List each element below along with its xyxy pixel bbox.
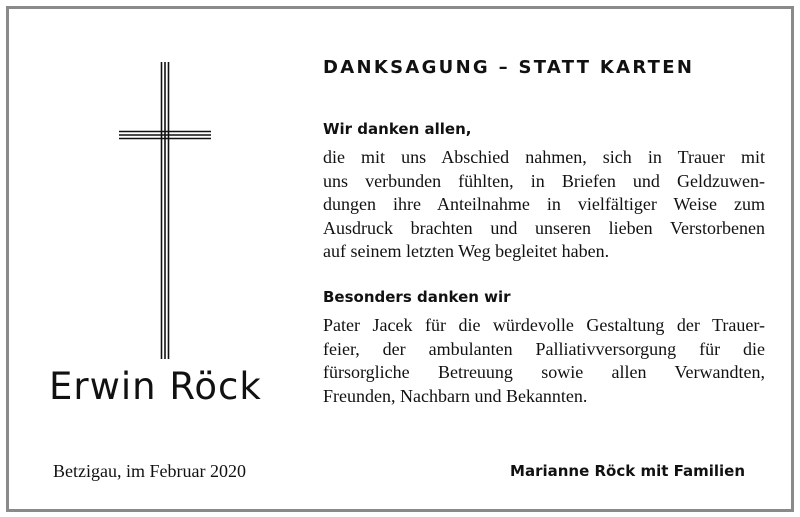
notice-heading: DANKSAGUNG – STATT KARTEN xyxy=(323,57,695,78)
text-line: uns verbunden fühlten, in Briefen und Geldzuwen- xyxy=(323,170,765,191)
text-line: feier, der ambulanten Palliativversorgung für die xyxy=(323,338,765,359)
text-line: auf seinem letzten Weg begleitet haben. xyxy=(323,241,610,261)
text-line: Freunden, Nachbarn und Bekannten. xyxy=(323,385,588,406)
signature: Marianne Röck mit Familien xyxy=(510,462,745,480)
text-line: dungen ihre Anteilnahme in vielfältiger Weise zum xyxy=(323,194,765,214)
text-line: Pater Jacek für die würdevolle Gestaltung der Trauer- xyxy=(323,315,765,335)
text-line: die mit uns Abschied nahmen, sich in Trauer mit xyxy=(323,147,765,167)
section1-text xyxy=(323,146,765,264)
obituary-card xyxy=(6,6,794,512)
text-line: Ausdruck brachten und unseren lieben Verstorbenen xyxy=(323,217,765,238)
cross-icon xyxy=(119,62,211,359)
section1-title: Wir danken allen, xyxy=(323,120,472,138)
section2-title: Besonders danken wir xyxy=(323,288,511,306)
deceased-name: Erwin Röck xyxy=(49,365,262,408)
text-line: fürsorgliche Betreuung sowie allen Verwandten, xyxy=(323,362,765,382)
section2-text xyxy=(323,314,765,408)
place-and-date: Betzigau, im Februar 2020 xyxy=(53,461,246,481)
